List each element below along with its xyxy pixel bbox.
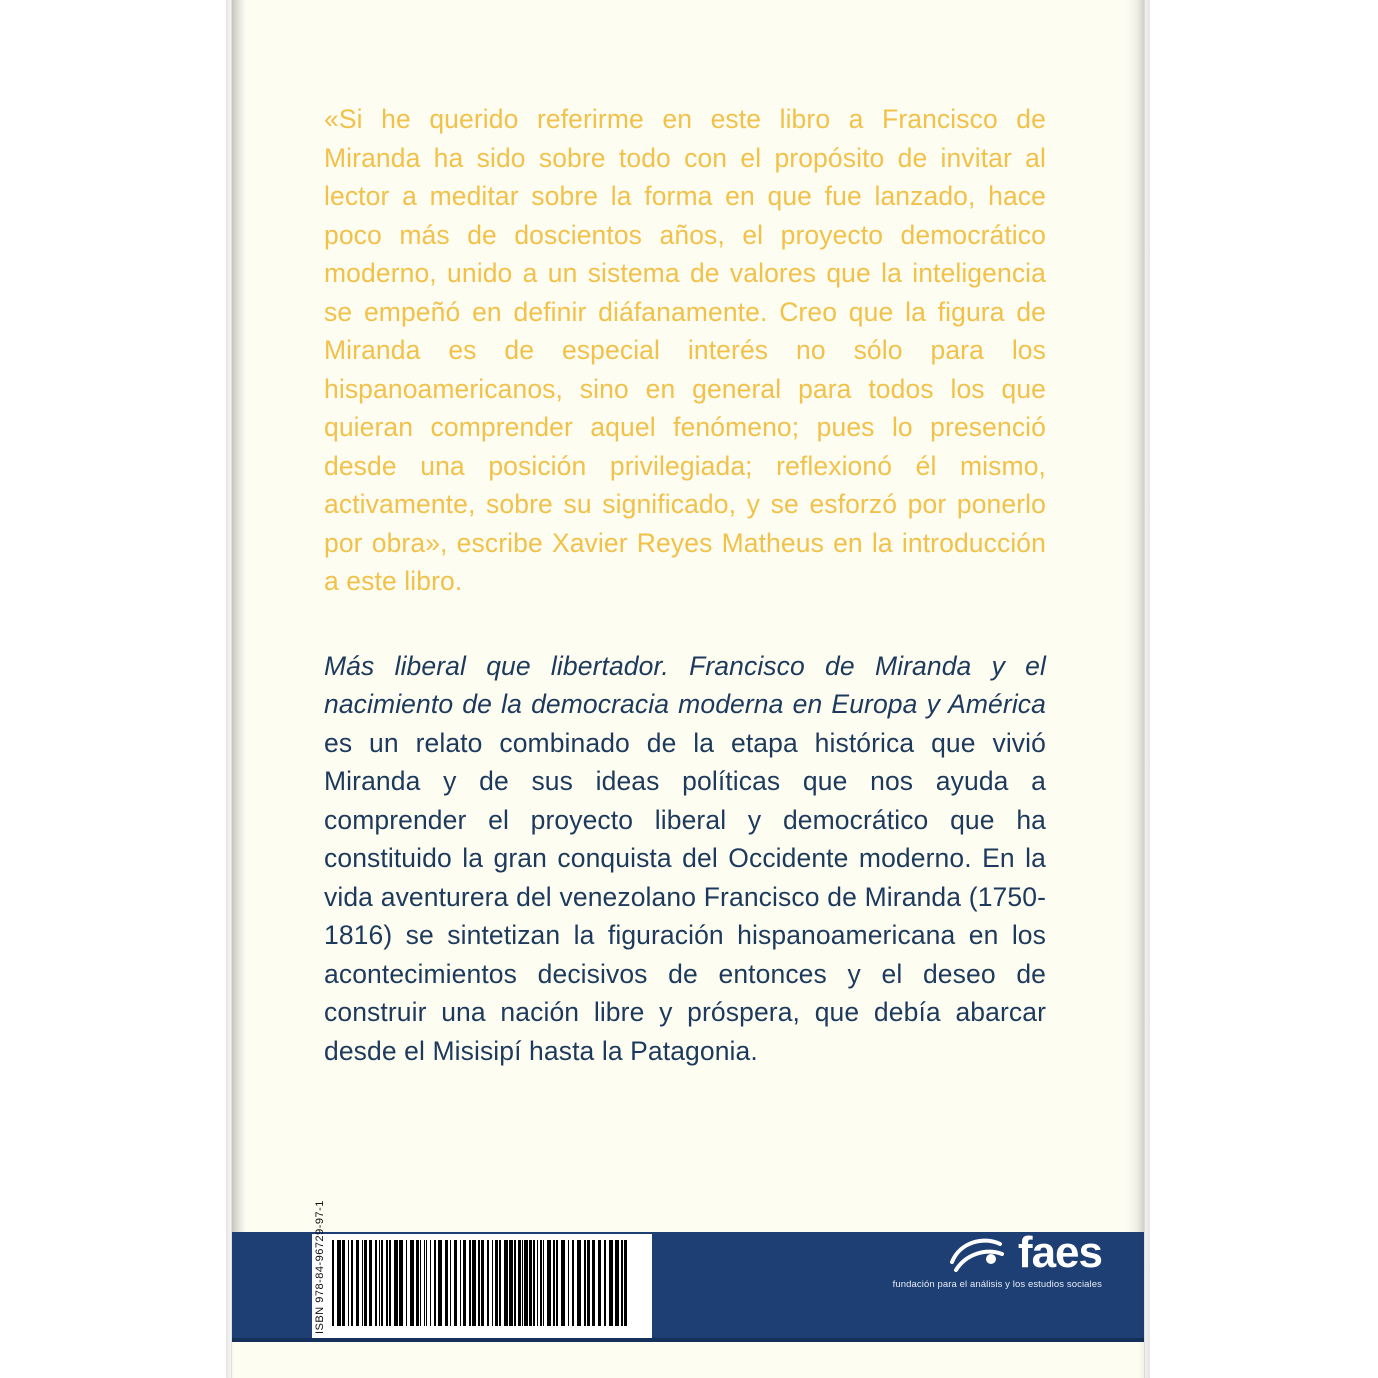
isbn-label: ISBN 978-84-96729-97-1 bbox=[314, 1200, 326, 1334]
publisher-logo-row bbox=[812, 1228, 1102, 1277]
cover-bottom-margin bbox=[232, 1342, 1144, 1378]
book-cover bbox=[232, 0, 1144, 1378]
barcode-block bbox=[312, 1200, 652, 1338]
faes-swirl-icon bbox=[950, 1232, 1008, 1274]
publisher-logo bbox=[812, 1228, 1102, 1290]
spine-edge bbox=[232, 0, 246, 1378]
scan-shadow-right bbox=[1138, 0, 1150, 1378]
scan-shadow-left bbox=[226, 0, 234, 1378]
publisher-name: faes bbox=[1017, 1228, 1102, 1277]
cover-text-block bbox=[324, 100, 1046, 1070]
barcode-bars bbox=[330, 1234, 652, 1338]
book-title-italic: Más liberal que libertador. Francisco de Miranda y el nacimiento de la democracia moderna en Europa y América bbox=[324, 650, 1046, 719]
book-description-rest: es un relato combinado de la etapa histórica que vivió Miranda y de sus ideas políticas que nos ayuda a comprender el proyecto liberal y democrático que ha constituido la gran conquista del Occidente moderno. En la vida aventurera del venezolano Francisco de Miranda (1750-1816) se sintetizan la figuración hispanoamericana en los acontecimientos decisivos de entonces y el deseo de construir una nación libre y próspera, que debía abarcar desde el Misisipí hasta la Patagonia. bbox=[324, 727, 1046, 1066]
pull-quote: «Si he querido referirme en este libro a Francisco de Miranda ha sido sobre todo con el propósito de invitar al lector a meditar sobre la forma en que fue lanzado, hace poco más de doscientos años, el proyecto democrático moderno, unido a un sistema de valores que la inteligencia se empeñó en definir diáfanamente. Creo que la figura de Miranda es de especial interés no sólo para los hispanoamericanos, sino en general para todos los que quieran comprender aquel fenómeno; pues lo presenció desde una posición privilegiada; reflexionó él mismo, activamente, sobre su significado, y se esforzó por ponerlo por obra», escribe Xavier Reyes Matheus en la introducción a este libro. bbox=[324, 104, 1046, 596]
book-description bbox=[324, 647, 1046, 1071]
publisher-tagline: fundación para el análisis y los estudios sociales bbox=[892, 1279, 1102, 1290]
